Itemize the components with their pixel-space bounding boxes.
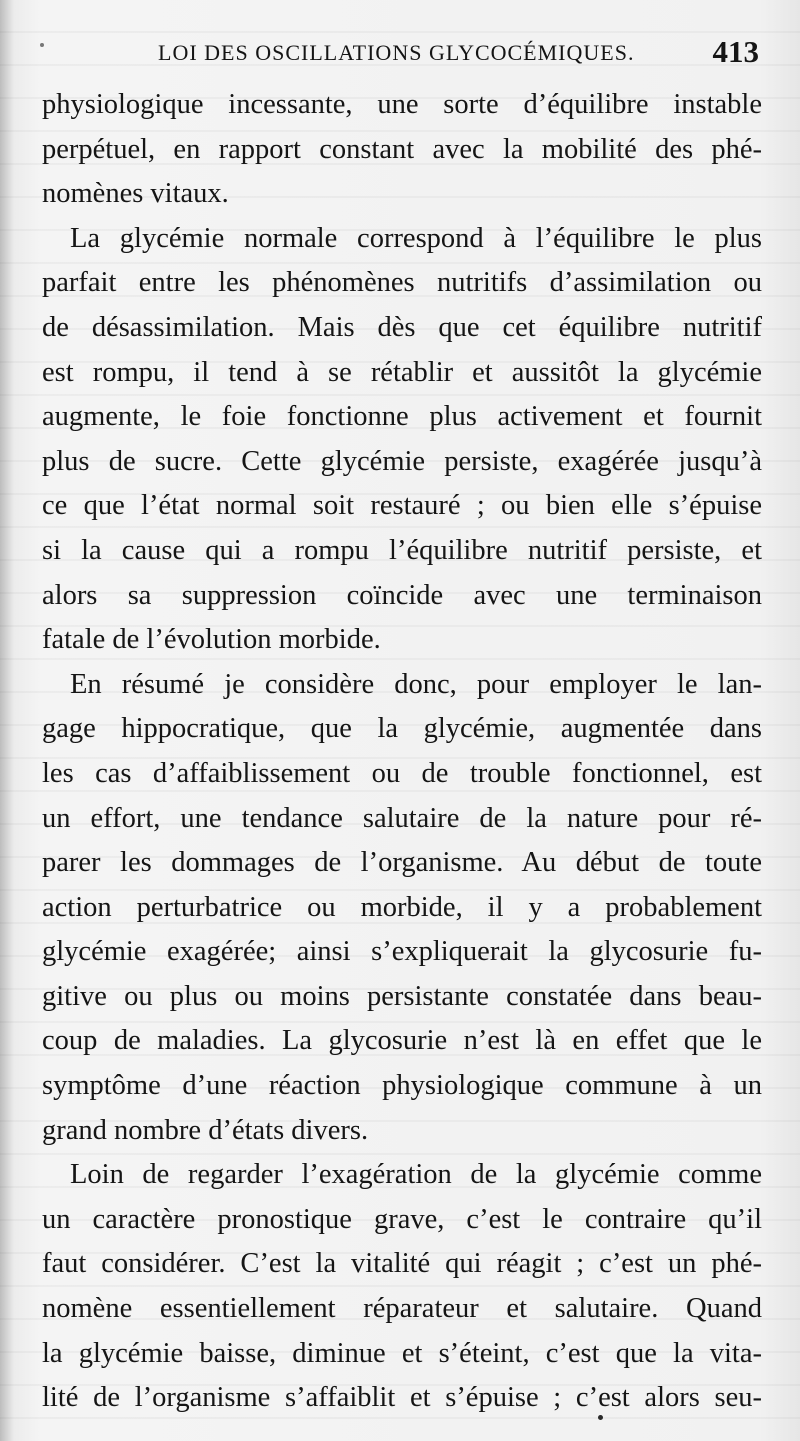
paragraph-1 xyxy=(42,83,762,217)
text-line: physiologique incessante, une sorte d’équilibre instable xyxy=(42,89,762,120)
paragraph-3 xyxy=(42,663,762,1154)
text-line: parfait entre les phénomènes nutritifs d’assimilation ou xyxy=(42,267,762,299)
paragraph-2 xyxy=(42,217,762,663)
text-line: symptôme d’une réaction physiologique commune à un xyxy=(42,1070,762,1102)
text-line: La glycémie normale correspond à l’équilibre le plus xyxy=(70,222,762,254)
text-line: Loin de regarder l’exagération de la glycémie comme xyxy=(70,1159,762,1191)
body-text xyxy=(42,83,762,1421)
text-line: alors sa suppression coïncide avec une terminaison xyxy=(42,579,762,611)
text-line: ce que l’état normal soit restauré ; ou bien elle s’épuise xyxy=(42,490,762,522)
text-line: de désassimilation. Mais dès que cet équilibre nutritif xyxy=(42,311,762,343)
text-line: fatale de l’évolution morbide. xyxy=(42,624,381,656)
text-line: gage hippocratique, que la glycémie, augmentée dans xyxy=(42,713,762,745)
text-line: coup de maladies. La glycosurie n’est là en effet que le xyxy=(42,1025,762,1057)
text-line: les cas d’affaiblissement ou de trouble fonctionnel, est xyxy=(42,757,762,789)
text-line: perpétuel, en rapport constant avec la mobilité des phé- xyxy=(42,133,762,165)
text-line: si la cause qui a rompu l’équilibre nutritif persiste, et xyxy=(42,534,762,566)
text-line: un caractère pronostique grave, c’est le contraire qu’il xyxy=(42,1203,762,1235)
text-line: gitive ou plus ou moins persistante constatée dans beau- xyxy=(42,980,762,1012)
text-line: faut considérer. C’est la vitalité qui réagit ; c’est un phé- xyxy=(42,1248,762,1280)
text-line: parer les dommages de l’organisme. Au début de toute xyxy=(42,847,762,879)
page-header xyxy=(40,34,765,74)
page-number: 413 xyxy=(712,34,759,69)
text-line: un effort, une tendance salutaire de la nature pour ré- xyxy=(42,802,762,834)
text-line: nomène essentiellement réparateur et salutaire. Quand xyxy=(42,1293,762,1325)
text-line: plus de sucre. Cette glycémie persiste, exagérée jusqu’à xyxy=(42,445,762,477)
text-line: En résumé je considère donc, pour employer le lan- xyxy=(70,668,762,700)
text-line: est rompu, il tend à se rétablir et aussitôt la glycémie xyxy=(42,356,762,388)
text-line: lité de l’organisme s’affaiblit et s’épuise ; c’est alors seu- xyxy=(42,1382,762,1414)
text-line: nomènes vitaux. xyxy=(42,178,229,210)
paragraph-4 xyxy=(42,1153,762,1421)
text-line: la glycémie baisse, diminue et s’éteint, c’est que la vita- xyxy=(42,1337,762,1369)
text-line: grand nombre d’états divers. xyxy=(42,1114,369,1146)
text-line: augmente, le foie fonctionne plus activement et fournit xyxy=(42,401,762,433)
running-title: LOI DES OSCILLATIONS GLYCOCÉMIQUES. xyxy=(158,40,635,65)
print-speck xyxy=(598,1415,603,1420)
text-line: action perturbatrice ou morbide, il y a probablement xyxy=(42,891,762,923)
text-line: glycémie exagérée; ainsi s’expliquerait la glycosurie fu- xyxy=(42,936,762,968)
